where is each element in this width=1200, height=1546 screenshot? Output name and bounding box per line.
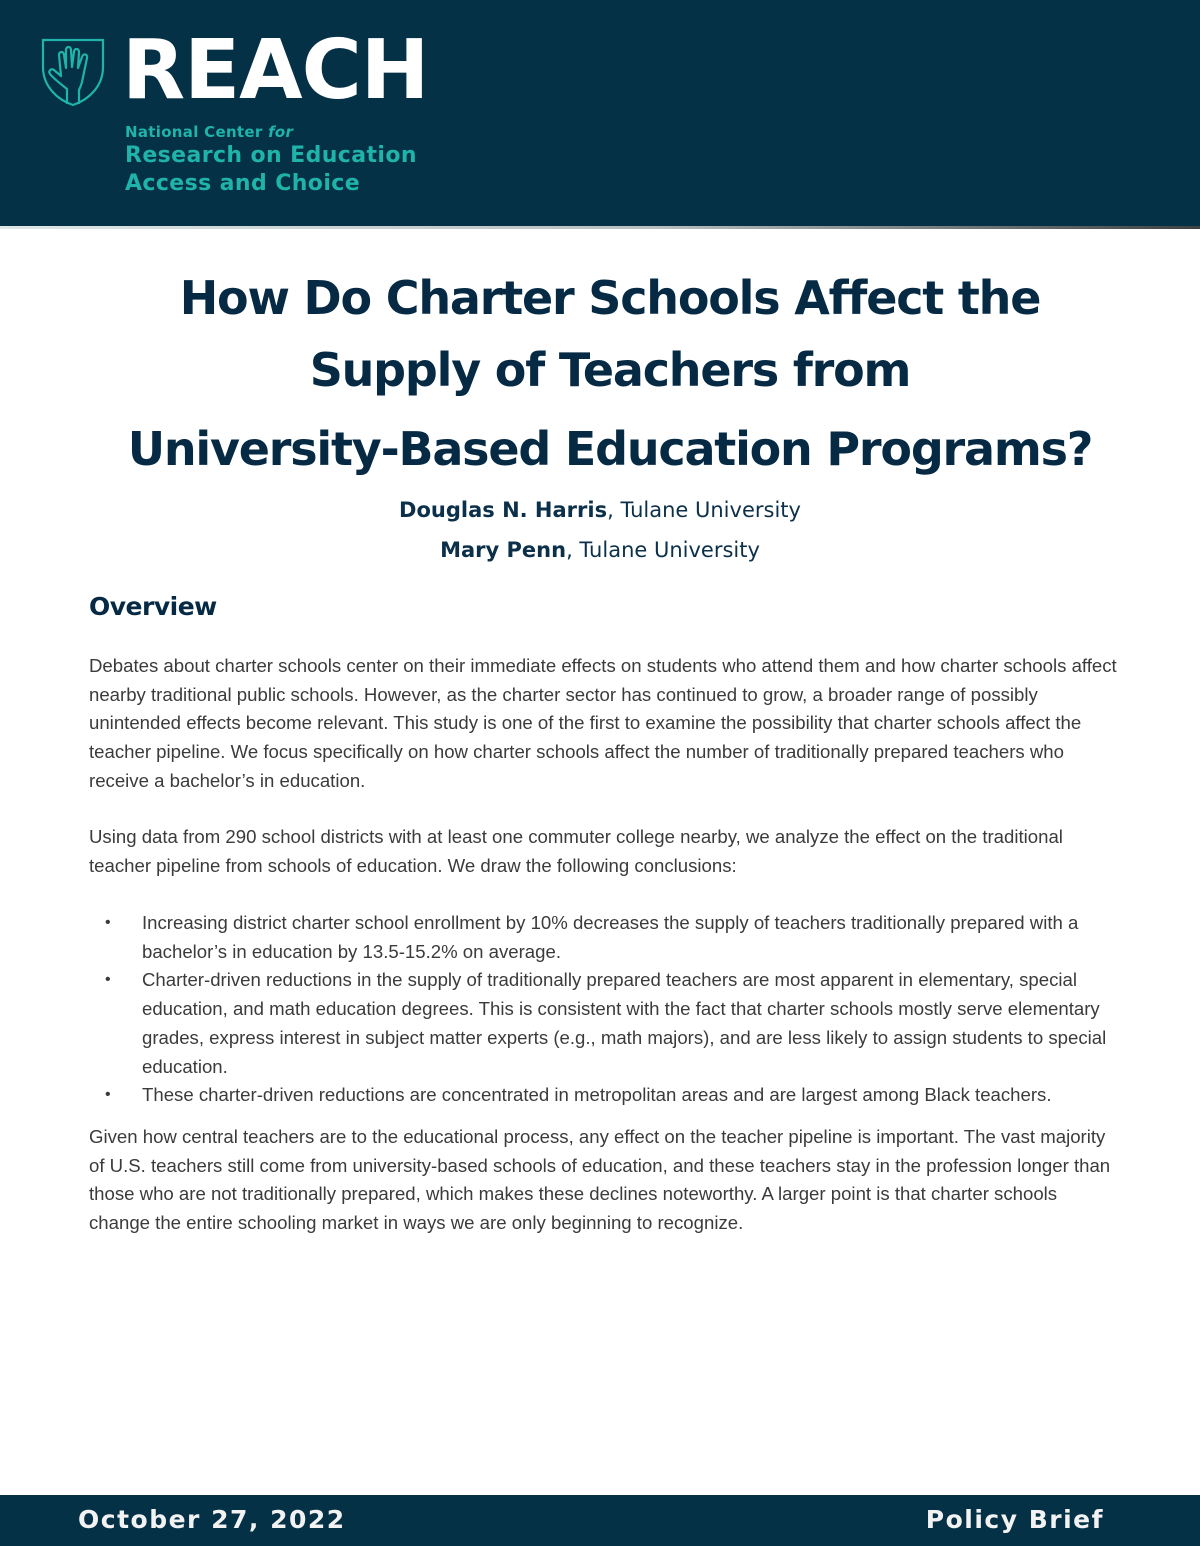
list-item <box>89 966 1119 1081</box>
bullet-icon: • <box>105 914 111 931</box>
logo-subtitle-line2: Research on Education <box>125 143 417 168</box>
logo-subtitle <box>125 122 417 198</box>
logo-subtitle-line3: Access and Choice <box>125 171 361 196</box>
logo-subtitle-prefix: National Center <box>125 123 269 141</box>
logo-subtitle-italic: for <box>268 123 294 141</box>
publication-date: October 27, 2022 <box>78 1505 346 1534</box>
author-entry <box>0 490 1200 530</box>
document-type-label: Policy Brief <box>925 1505 1104 1534</box>
list-item <box>89 909 1119 966</box>
section-heading-overview: Overview <box>89 592 217 621</box>
bullet-icon: • <box>105 971 111 989</box>
footer-band <box>0 1495 1200 1546</box>
list-item-text: Increasing district charter school enrollment by 10% decreases the supply of teachers traditionally prepared with a bachelor’s in education by 13.5-15.2% on average. <box>142 912 1079 962</box>
author-name: Douglas N. Harris <box>399 498 608 522</box>
title-line: Supply of Teachers from <box>309 343 911 397</box>
author-affiliation: , Tulane University <box>566 538 760 562</box>
paragraph-data: Using data from 290 school districts with at least one commuter college nearby, we analyze the effect on the traditional teacher pipeline from schools of education. We draw the following conclusions: <box>89 826 1063 876</box>
author-affiliation: , Tulane University <box>607 498 801 522</box>
author-name: Mary Penn <box>440 538 567 562</box>
author-list <box>0 490 1200 570</box>
paragraph-conclusion: Given how central teachers are to the educational process, any effect on the teacher pipeline is important. The vast majority of U.S. teachers still come from university-based schools of education, and these teachers stay in the profession longer than those who are not traditionally prepared, which makes these declines noteworthy. A larger point is that charter schools change the entire schooling market in ways we are only beginning to recognize. <box>89 1126 1111 1234</box>
title-line: University-Based Education Programs? <box>127 422 1093 476</box>
list-item-text: These charter-driven reductions are concentrated in metropolitan areas and are largest among Black teachers. <box>142 1084 1052 1106</box>
paragraph-intro: Debates about charter schools center on their immediate effects on students who attend them and how charter schools affect nearby traditional public schools. However, as the charter sector has continued to grow, a broader range of possibly unintended effects become relevant. This study is one of the first to examine the possibility that charter schools affect the teacher pipeline. We focus specifically on how charter schools affect the number of traditionally prepared teachers who receive a bachelor’s in education. <box>89 655 1117 791</box>
conclusions-list <box>89 909 1119 1110</box>
header-divider <box>0 226 1200 229</box>
list-item-text: Charter-driven reductions in the supply of traditionally prepared teachers are most apparent in elementary, special education, and math education degrees. This is consistent with the fact that charter schools mostly serve elementary grades, express interest in subject matter experts (e.g., math majors), and are less likely to assign students to special education. <box>142 969 1107 1077</box>
header-band <box>0 0 1200 226</box>
logo-wordmark: REACH <box>122 23 429 118</box>
logo-subtitle-line1 <box>125 122 417 142</box>
list-item <box>89 1081 1119 1110</box>
title-line: How Do Charter Schools Affect the <box>179 271 1041 325</box>
bullet-icon: • <box>105 1086 111 1104</box>
page-title <box>40 262 1180 492</box>
shield-hand-icon <box>40 37 106 107</box>
author-entry <box>0 530 1200 570</box>
